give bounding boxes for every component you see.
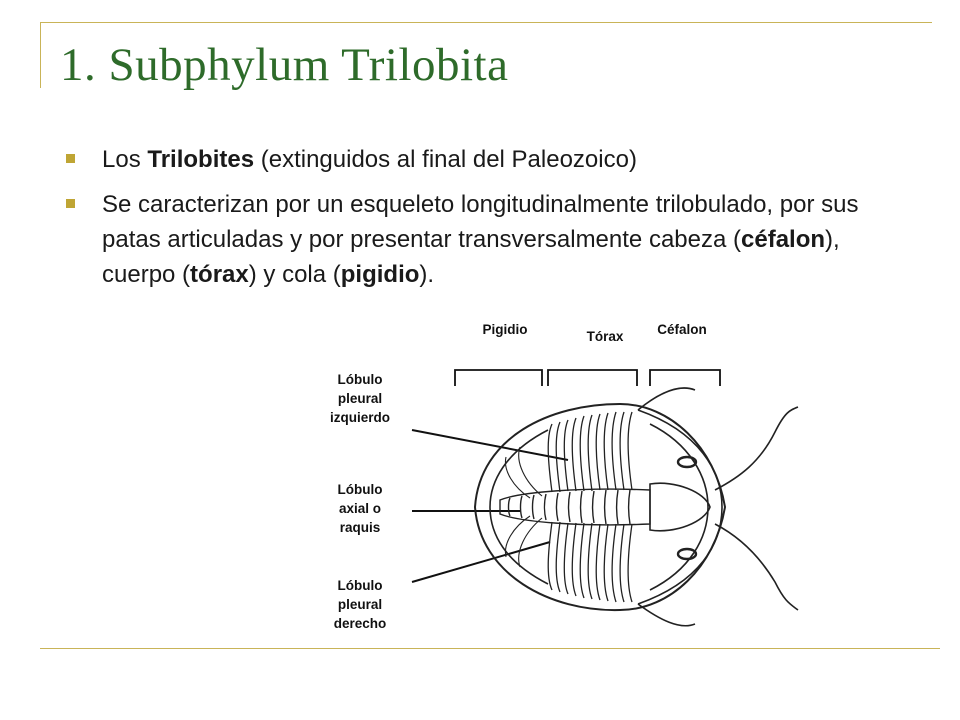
leader-left-lobe	[412, 430, 568, 460]
axial-ring	[629, 490, 631, 524]
pleural-segment	[572, 523, 576, 596]
pleural-segment	[580, 523, 584, 598]
region-brackets	[455, 370, 720, 386]
bold-term-cefalon: céfalon	[741, 226, 826, 253]
text-run: ).	[419, 261, 435, 288]
pleural-segment	[548, 522, 552, 590]
text-run: (extinguidos al final del Paleozoico)	[254, 146, 637, 173]
pleural-segment	[588, 523, 592, 599]
bold-term-trilobites: Trilobites	[147, 146, 255, 173]
bullet-list	[62, 142, 892, 302]
pleural-segment	[580, 416, 584, 491]
axial-ring	[557, 493, 559, 521]
pleural-segment	[628, 412, 632, 490]
axial-ring	[521, 496, 523, 518]
axial-ring	[533, 495, 535, 519]
bold-term-pigidio: pigidio	[340, 261, 420, 288]
pleural-segment	[564, 523, 568, 594]
axial-ring	[593, 491, 595, 523]
label-line: pleural	[337, 391, 383, 406]
genal-spine-bottom	[638, 604, 695, 626]
pleural-segment	[556, 422, 560, 492]
pleural-segment	[588, 415, 592, 491]
text-run: Los	[102, 146, 148, 173]
axial-ring	[545, 494, 547, 520]
axial-ring	[605, 490, 607, 524]
pleural-segment	[596, 524, 600, 600]
label-line: axial o	[338, 501, 382, 516]
label-line: Lóbulo	[337, 578, 383, 593]
pleural-segments-top	[548, 412, 632, 492]
glabella	[650, 483, 710, 531]
label-line: derecho	[333, 616, 387, 631]
axial-ring	[509, 498, 511, 516]
axial-ring	[617, 490, 619, 524]
label-torax: Tórax	[586, 329, 624, 344]
bullet-square-icon	[66, 154, 75, 163]
genal-spine-top	[638, 388, 695, 410]
bullet-text-1	[102, 146, 637, 173]
pleural-segment	[628, 524, 632, 602]
exoskeleton-outline	[475, 404, 725, 610]
pleural-segment	[596, 414, 600, 490]
trilobite-body	[475, 388, 798, 626]
antenna-bottom	[715, 524, 798, 610]
pleural-segment	[604, 413, 608, 490]
bullet-item-2	[62, 187, 892, 292]
pleural-segment	[572, 418, 576, 491]
axial-ring	[581, 491, 583, 523]
label-line: pleural	[337, 597, 383, 612]
bullet-item-1	[62, 142, 892, 177]
text-run: ) y cola (	[248, 261, 341, 288]
pleural-segment	[604, 524, 608, 601]
bracket-pigidio	[455, 370, 542, 386]
antenna-top	[715, 407, 798, 490]
axial-lobe-outline	[500, 489, 650, 525]
label-left-lobe	[330, 372, 390, 425]
top-rule	[40, 22, 932, 23]
bracket-torax	[548, 370, 637, 386]
axial-lobe	[500, 489, 650, 525]
text-run: Se caracterizan por un esqueleto longitudinalmente trilobulado, por sus patas articuladas y por presentar transversalmente cabeza (	[102, 191, 859, 253]
left-rule	[40, 22, 41, 88]
bracket-cefalon	[650, 370, 720, 386]
pleural-segment	[620, 524, 624, 602]
label-cefalon: Céfalon	[657, 322, 707, 337]
pleural-segment	[556, 522, 560, 592]
pygidium-rib	[519, 518, 542, 567]
label-line: raquis	[339, 520, 381, 535]
pleural-segment	[548, 424, 552, 492]
pleural-segment	[620, 412, 624, 490]
pleural-segment	[612, 524, 616, 602]
label-line: Lóbulo	[337, 482, 383, 497]
label-line: Lóbulo	[337, 372, 383, 387]
label-pigidio: Pigidio	[482, 322, 528, 337]
bold-term-torax: tórax	[190, 261, 249, 288]
trilobite-diagram	[320, 312, 810, 642]
axial-ring	[569, 492, 571, 522]
label-axial-lobe	[338, 482, 383, 535]
trilobite-illustration	[320, 312, 810, 642]
leader-right-lobe	[412, 542, 550, 582]
bottom-rule	[40, 648, 940, 649]
pleural-segments-bottom	[548, 522, 632, 602]
bullet-square-icon	[66, 199, 75, 208]
label-line: izquierdo	[330, 410, 390, 425]
slide-title: 1. Subphylum Trilobita	[60, 39, 509, 91]
label-right-lobe	[334, 578, 387, 631]
text-run: ), cuerpo (	[102, 226, 840, 288]
bullet-text-2	[102, 191, 858, 288]
pleural-segment	[612, 412, 616, 490]
pleural-segment	[564, 420, 568, 491]
